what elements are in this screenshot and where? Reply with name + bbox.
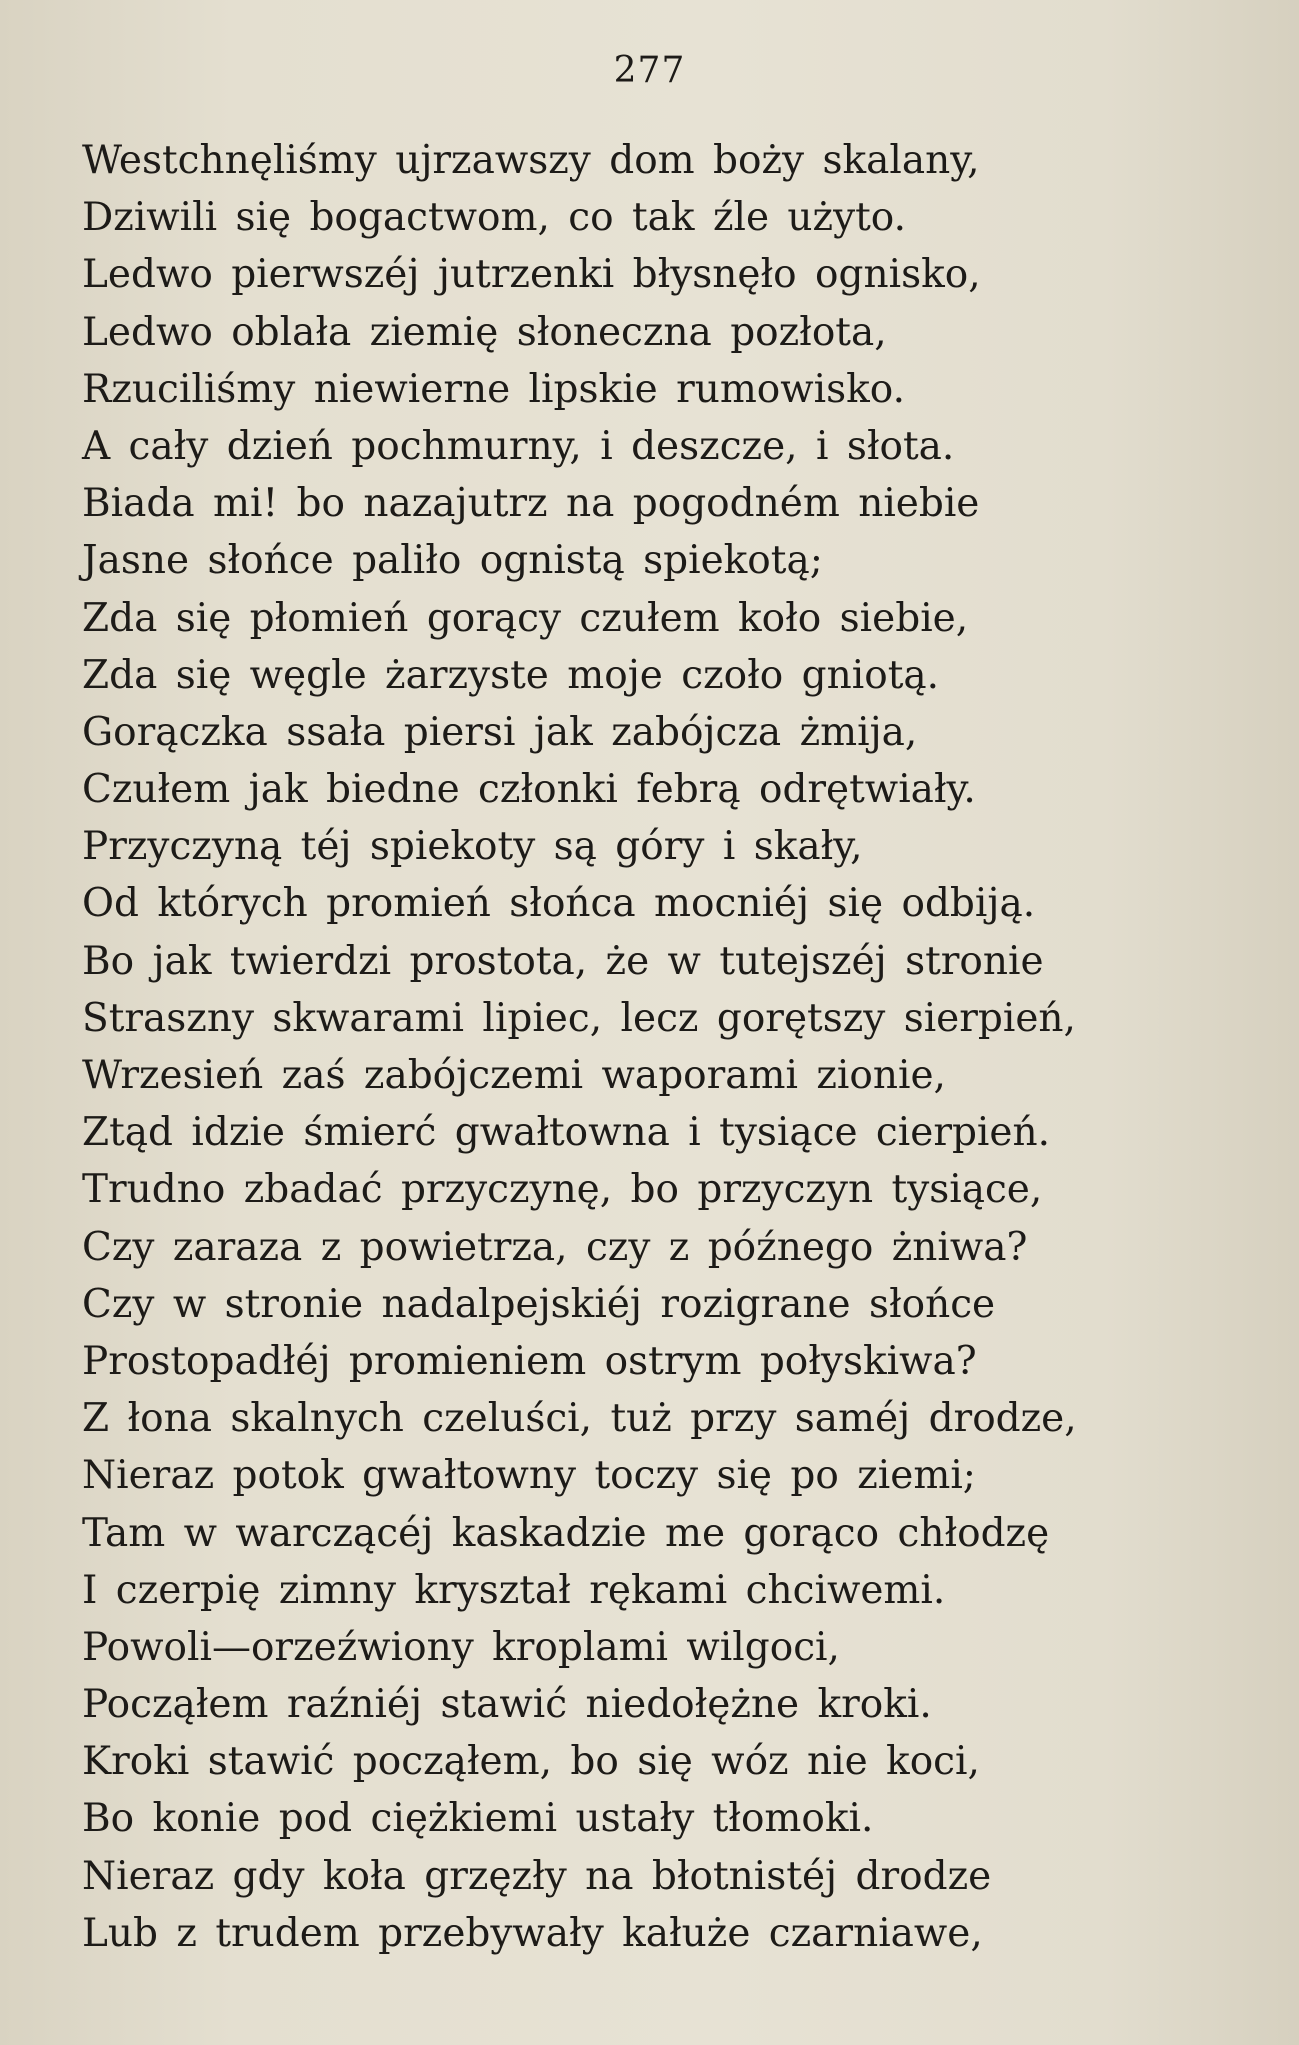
verse-line-5: Rzuciliśmy niewierne lipskie rumowisko. xyxy=(82,366,905,412)
verse-line-3: Ledwo pierwszéj jutrzenki błysnęło ognisko, xyxy=(82,252,981,298)
verse-line-9: Zda się płomień gorący czułem koło siebie, xyxy=(82,595,969,641)
verse-line-11: Gorączka ssała piersi jak zabójcza żmija, xyxy=(82,709,918,755)
verse-line-29: Kroki stawić począłem, bo się wóz nie koci, xyxy=(82,1739,980,1785)
verse-line-27: Powoli—orzeźwiony kroplami wilgoci, xyxy=(82,1624,840,1670)
verse-line-26: I czerpię zimny kryształ rękami chciwemi. xyxy=(82,1567,946,1613)
verse-line-13: Przyczyną téj spiekoty są góry i skały, xyxy=(82,824,863,870)
verse-line-23: Z łona skalnych czeluści, tuż przy saméj drodze, xyxy=(82,1396,1077,1442)
verse-line-25: Tam w warczącéj kaskadzie me gorąco chłodzę xyxy=(82,1510,1050,1556)
verse-line-32: Lub z trudem przebywały kałuże czarniawe, xyxy=(82,1910,983,1956)
verse-line-24: Nieraz potok gwałtowny toczy się po ziemi; xyxy=(82,1453,976,1499)
verse-line-18: Ztąd idzie śmierć gwałtowna i tysiące cierpień. xyxy=(82,1110,1051,1156)
verse-line-22: Prostopadłéj promieniem ostrym połyskiwa? xyxy=(82,1338,977,1384)
verse-line-7: Biada mi! bo nazajutrz na pogodném niebie xyxy=(82,481,980,527)
verse-line-8: Jasne słońce paliło ognistą spiekotą; xyxy=(82,538,823,584)
verse-line-21: Czy w stronie nadalpejskiéj rozigrane słońce xyxy=(82,1281,996,1327)
poem-text xyxy=(82,132,1252,1962)
verse-line-28: Począłem raźniéj stawić niedołężne kroki. xyxy=(82,1682,932,1728)
verse-line-19: Trudno zbadać przyczynę, bo przyczyn tysiące, xyxy=(82,1167,1043,1213)
verse-line-4: Ledwo oblała ziemię słoneczna pozłota, xyxy=(82,309,887,355)
verse-line-10: Zda się węgle żarzyste moje czoło gniotą. xyxy=(82,652,940,698)
verse-line-31: Nieraz gdy koła grzęzły na błotnistéj drodze xyxy=(82,1853,992,1899)
verse-line-2: Dziwili się bogactwom, co tak źle użyto. xyxy=(82,195,906,241)
verse-line-6: A cały dzień pochmurny, i deszcze, i słota. xyxy=(82,423,955,469)
verse-line-17: Wrzesień zaś zabójczemi waporami zionie, xyxy=(82,1053,946,1098)
verse-line-30: Bo konie pod ciężkiemi ustały tłomoki. xyxy=(82,1796,874,1842)
page-number: 277 xyxy=(613,50,686,91)
verse-line-12: Czułem jak biedne członki febrą odrętwiały. xyxy=(82,767,976,813)
verse-line-16: Straszny skwarami lipiec, lecz gorętszy sierpień, xyxy=(82,995,1076,1041)
verse-line-1: Westchnęliśmy ujrzawszy dom boży skalany, xyxy=(82,138,980,183)
verse-line-14: Od których promień słońca mocniéj się odbiją. xyxy=(82,881,1036,927)
verse-line-15: Bo jak twierdzi prostota, że w tutejszéj stronie xyxy=(82,938,1044,984)
verse-line-20: Czy zaraza z powietrza, czy z późnego żniwa? xyxy=(82,1224,1028,1270)
